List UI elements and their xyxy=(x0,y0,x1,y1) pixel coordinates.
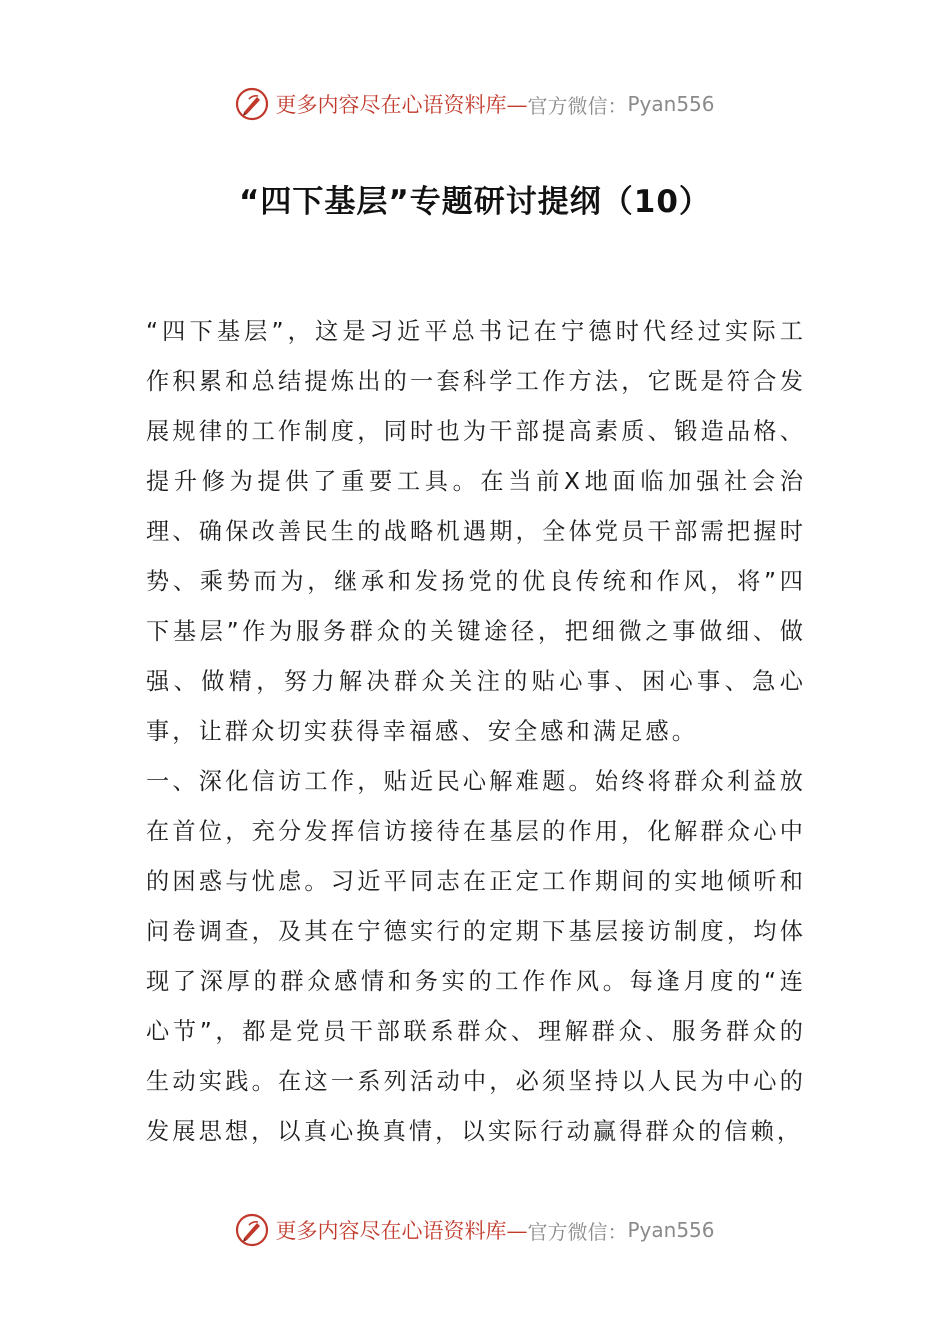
document-body xyxy=(146,307,806,1157)
banner-wechat-label: 官方微信： xyxy=(527,1219,628,1244)
banner-wechat-id: Pyan556 xyxy=(627,1218,715,1242)
header-banner xyxy=(0,84,950,124)
footer-banner xyxy=(0,1210,950,1250)
pen-logo-icon xyxy=(235,87,269,121)
paragraph-intro: “四下基层”，这是习近平总书记在宁德时代经过实际工作积累和总结提炼出的一套科学工作方法，它既是符合发展规律的工作制度，同时也为干部提高素质、锻造品格、提升修为提供了重要工具。在当前X地面临加强社会治理、确保改善民生的战略机遇期，全体党员干部需把握时势、乘势而为，继承和发扬党的优良传统和作风，将”四下基层”作为服务群众的关键途径，把细微之事做细、做强、做精，努力解决群众关注的贴心事、困心事、急心事，让群众切实获得幸福感、安全感和满足感。 xyxy=(146,318,806,745)
banner-wechat-id: Pyan556 xyxy=(627,92,715,116)
banner-wechat-label: 官方微信： xyxy=(527,93,628,118)
pen-logo-icon xyxy=(235,1213,269,1247)
banner-promo-text: 更多内容尽在心语资料库— xyxy=(275,1219,528,1243)
banner-promo-text: 更多内容尽在心语资料库— xyxy=(275,93,528,117)
document-title: “四下基层”专题研讨提纲（10） xyxy=(239,184,711,220)
paragraph-section-one: 一、深化信访工作，贴近民心解难题。始终将群众利益放在首位，充分发挥信访接待在基层的作用，化解群众心中的困惑与忧虑。习近平同志在正定工作期间的实地倾听和问卷调查，及其在宁德实行的定期下基层接访制度，均体现了深厚的群众感情和务实的工作作风。每逢月度的“连心节”，都是党员干部联系群众、理解群众、服务群众的生动实践。在这一系列活动中，必须坚持以人民为中心的发展思想，以真心换真情，以实际行动赢得群众的信赖， xyxy=(146,768,806,1145)
